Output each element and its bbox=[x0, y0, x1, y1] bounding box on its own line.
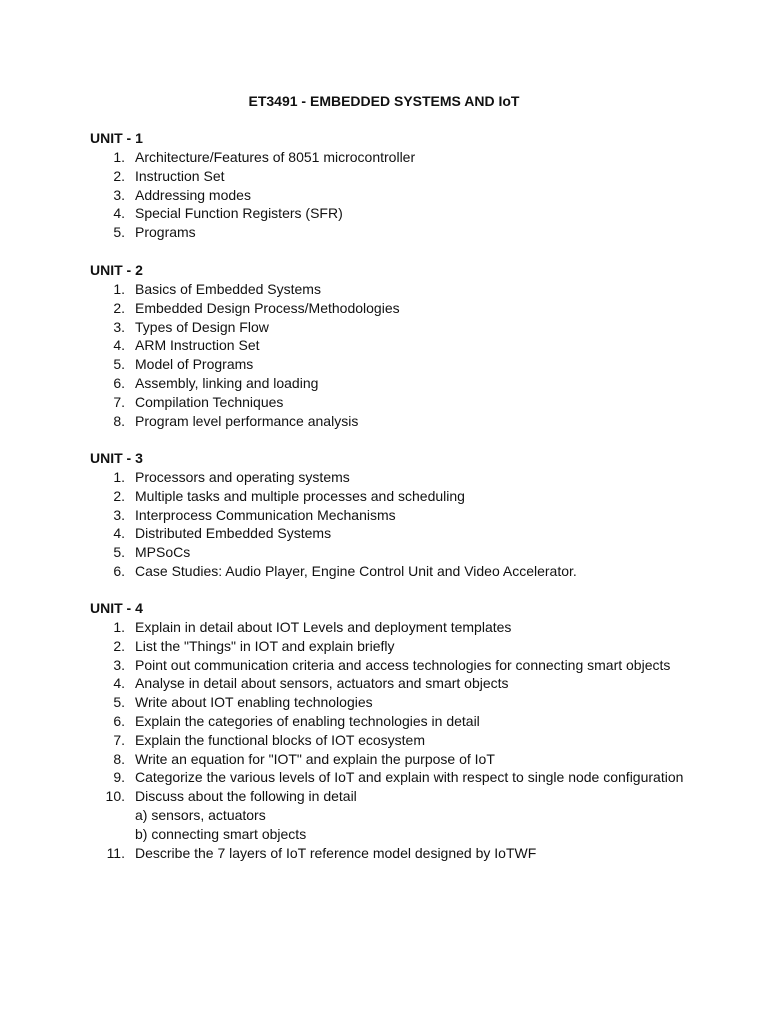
list-item-text: Programs bbox=[135, 224, 196, 241]
list-item-text: Write an equation for "IOT" and explain the purpose of IoT bbox=[135, 750, 495, 767]
list-item bbox=[90, 712, 730, 731]
unit-4-list bbox=[90, 618, 730, 862]
list-item-number: 3. bbox=[113, 318, 125, 335]
list-item-number: 7. bbox=[113, 731, 125, 748]
list-item-text: Write about IOT enabling technologies bbox=[135, 694, 373, 711]
list-item-text: Explain the categories of enabling technologies in detail bbox=[135, 712, 480, 729]
unit-2-section bbox=[90, 261, 730, 430]
list-item bbox=[90, 204, 730, 223]
list-item-number: 5. bbox=[113, 356, 125, 373]
unit-1-section bbox=[90, 129, 730, 242]
unit-heading: UNIT - 3 bbox=[90, 450, 143, 466]
list-item-number: 1. bbox=[113, 149, 125, 165]
list-item bbox=[90, 468, 730, 487]
list-item-number: 3. bbox=[113, 656, 125, 673]
list-item-number: 6. bbox=[113, 374, 125, 391]
list-item-text: ARM Instruction Set bbox=[135, 337, 260, 354]
list-item-text: Types of Design Flow bbox=[135, 318, 269, 335]
list-item bbox=[90, 524, 730, 543]
unit-4-section bbox=[90, 599, 730, 862]
list-item-text: Embedded Design Process/Methodologies bbox=[135, 299, 400, 316]
list-item bbox=[90, 731, 730, 750]
list-item-text: Basics of Embedded Systems bbox=[135, 281, 321, 297]
list-item-number: 7. bbox=[113, 393, 125, 410]
list-item-text: Addressing modes bbox=[135, 186, 251, 203]
list-item-text: Assembly, linking and loading bbox=[135, 374, 319, 391]
list-item-number: 4. bbox=[113, 525, 125, 542]
list-item-number: 4. bbox=[113, 205, 125, 222]
list-item bbox=[90, 336, 730, 355]
list-item-number: 8. bbox=[113, 750, 125, 767]
list-item bbox=[90, 223, 730, 242]
list-item-text: Architecture/Features of 8051 microcontroller bbox=[135, 149, 416, 165]
list-item-text: Explain in detail about IOT Levels and deployment templates bbox=[135, 619, 512, 635]
unit-3-list bbox=[90, 468, 730, 581]
list-item bbox=[90, 768, 730, 787]
list-item-number: 11. bbox=[106, 844, 125, 861]
list-item-text: Distributed Embedded Systems bbox=[135, 525, 332, 542]
list-item bbox=[90, 299, 730, 318]
list-item bbox=[90, 167, 730, 186]
list-sub-item: a) sensors, actuators bbox=[135, 806, 266, 823]
list-item bbox=[90, 637, 730, 656]
list-item-number: 10. bbox=[105, 788, 125, 805]
list-item-text: Instruction Set bbox=[135, 167, 225, 184]
list-item-number: 1. bbox=[113, 281, 125, 297]
list-item-text: Case Studies: Audio Player, Engine Control Unit and Video Accelerator. bbox=[135, 562, 577, 579]
list-item-number: 1. bbox=[113, 619, 125, 635]
list-item-number: 4. bbox=[113, 337, 125, 354]
list-item-number: 4. bbox=[113, 675, 125, 692]
list-item bbox=[90, 280, 730, 299]
unit-heading: UNIT - 2 bbox=[90, 262, 143, 278]
list-item-text: Categorize the various levels of IoT and explain with respect to single node configuration bbox=[135, 769, 684, 786]
list-item-number: 5. bbox=[113, 694, 125, 711]
list-item-number: 2. bbox=[113, 487, 125, 504]
unit-2-list bbox=[90, 280, 730, 430]
list-item bbox=[90, 487, 730, 506]
list-item-number: 3. bbox=[113, 186, 125, 203]
list-item-text: Discuss about the following in detail bbox=[135, 788, 357, 805]
list-item-number: 1. bbox=[113, 469, 125, 485]
list-item-number: 5. bbox=[113, 224, 125, 241]
list-item-number: 2. bbox=[113, 637, 125, 654]
list-item-text: Interprocess Communication Mechanisms bbox=[135, 506, 396, 523]
list-item-number: 9. bbox=[113, 769, 125, 786]
list-item bbox=[90, 374, 730, 393]
list-item-number: 3. bbox=[113, 506, 125, 523]
unit-heading: UNIT - 4 bbox=[90, 600, 143, 616]
list-sub-item: b) connecting smart objects bbox=[135, 825, 307, 842]
list-item bbox=[90, 750, 730, 769]
list-item bbox=[90, 674, 730, 693]
list-item-number: 2. bbox=[113, 299, 125, 316]
list-item-text: Point out communication criteria and access technologies for connecting smart objects bbox=[135, 656, 671, 673]
list-item bbox=[90, 618, 730, 637]
unit-1-list bbox=[90, 148, 730, 242]
list-item-text: Describe the 7 layers of IoT reference model designed by IoTWF bbox=[135, 844, 537, 861]
list-item-number: 5. bbox=[113, 544, 125, 561]
list-item-text: Program level performance analysis bbox=[135, 412, 359, 429]
list-item bbox=[90, 412, 730, 431]
list-item-text: Special Function Registers (SFR) bbox=[135, 205, 343, 222]
list-item bbox=[90, 506, 730, 525]
list-item bbox=[90, 393, 730, 412]
list-item bbox=[90, 543, 730, 562]
list-item-text: Model of Programs bbox=[135, 356, 254, 373]
unit-3-section bbox=[90, 449, 730, 581]
list-item bbox=[90, 693, 730, 712]
list-item-text: Explain the functional blocks of IOT ecosystem bbox=[135, 731, 425, 748]
list-item-text: Processors and operating systems bbox=[135, 469, 350, 485]
list-item-number: 2. bbox=[113, 167, 125, 184]
document-title: ET3491 - EMBEDDED SYSTEMS AND IoT bbox=[248, 93, 520, 109]
list-item bbox=[90, 844, 730, 863]
list-item bbox=[90, 186, 730, 205]
list-item bbox=[90, 787, 730, 843]
list-item-text: List the "Things" in IOT and explain briefly bbox=[135, 637, 395, 654]
list-item-text: Compilation Techniques bbox=[135, 393, 284, 410]
list-item bbox=[90, 148, 730, 167]
list-item-number: 6. bbox=[113, 562, 125, 579]
unit-heading: UNIT - 1 bbox=[90, 130, 143, 146]
list-item-text: MPSoCs bbox=[135, 544, 191, 561]
list-item bbox=[90, 656, 730, 675]
list-item bbox=[90, 355, 730, 374]
list-item bbox=[90, 318, 730, 337]
list-item-number: 8. bbox=[113, 412, 125, 429]
list-item bbox=[90, 562, 730, 581]
list-item-number: 6. bbox=[113, 712, 125, 729]
list-item-text: Analyse in detail about sensors, actuators and smart objects bbox=[135, 675, 509, 692]
list-item-text: Multiple tasks and multiple processes and scheduling bbox=[135, 487, 465, 504]
